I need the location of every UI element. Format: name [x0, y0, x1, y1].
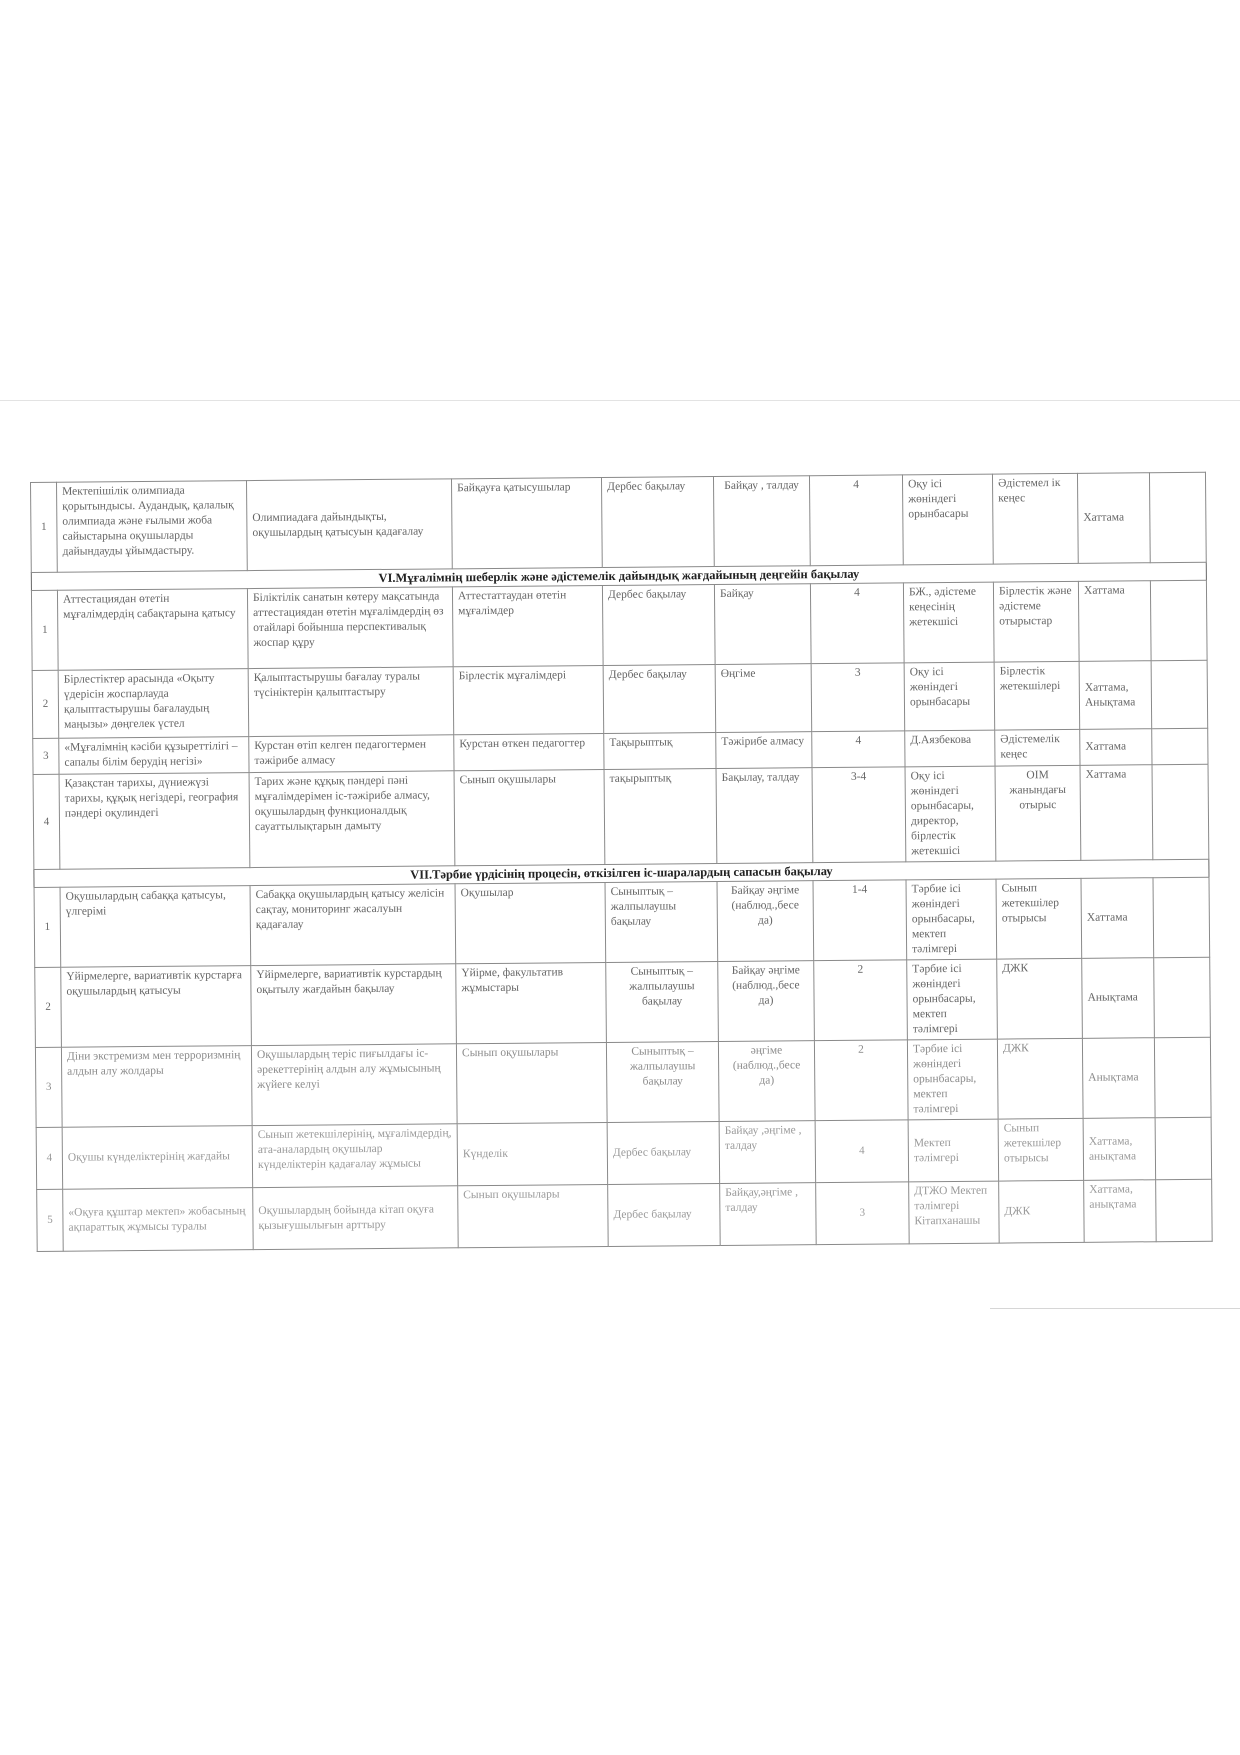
table-row	[33, 764, 1209, 869]
cell-method: Байқау әңгіме (наблюд.,бесе да)	[718, 961, 815, 1042]
cell-topic: Мектепішілік олимпиада қорытындысы. Аудандық, қалалық олимпиада және ғылыми жоба сайыстарына оқушыларды дайындауды ұйымдастыру.	[57, 481, 248, 573]
cell-review: Әдістемелік кеңес	[995, 729, 1080, 766]
cell-goal: Курстан өтіп келген педагогтермен тәжірибе алмасу	[249, 735, 454, 773]
cell-responsible: БЖ., әдістеме кеңесінің жетекшісі	[903, 582, 994, 663]
cell-responsible: Тәрбие ісі жөніндегі орынбасары, мектеп тәлімгері	[907, 959, 998, 1040]
cell-review: Бірлестік және әдістеме отырыстар	[993, 581, 1079, 662]
cell-result: Хаттама	[1081, 878, 1154, 959]
control-plan-table	[30, 472, 1213, 1252]
cell-note	[1156, 1179, 1213, 1241]
cell-review: ДЖК	[997, 958, 1083, 1039]
cell-review: Сынып жетекшілер отырысы	[996, 878, 1082, 959]
row-number: 3	[35, 1047, 62, 1127]
cell-type: Сыныптық – жалпылаушы бақылау	[606, 962, 719, 1043]
cell-object: Бірлестік мұғалімдері	[453, 666, 604, 735]
cell-responsible: Д.Аязбекова	[905, 730, 995, 767]
cell-note	[1154, 957, 1211, 1037]
cell-goal: Олимпиадаға дайындықты, оқушылардың қатысуын қадағалау	[246, 479, 452, 571]
cell-week: 4	[810, 583, 904, 664]
cell-topic: Бірлестіктер арасында «Оқыту үдерісін жоспарлауда қалыптастырушы бағалаудың маңызы» дөңгелек үстел	[58, 669, 249, 739]
cell-method: Байқау , талдау	[713, 476, 810, 567]
cell-note	[1154, 1037, 1211, 1117]
cell-week: 4	[809, 475, 903, 566]
cell-object: Аттестаттаудан өтетін мұғалімдер	[452, 586, 603, 667]
cell-method: Өңгіме	[715, 664, 812, 733]
cell-responsible: Тәрбие ісі жөніндегі орынбасары, мектеп тәлімгері	[907, 1039, 998, 1120]
table-row	[32, 660, 1208, 738]
cell-topic: Үйірмелерге, вариативтік курстарға оқушылардың қатысуы	[61, 966, 252, 1048]
cell-object: Курстан өткен педагогтер	[454, 734, 604, 771]
cell-goal: Біліктілік санатын көтеру мақсатында аттестациядан өтетін мұғалімдердің өз отайларі бойынша перспективалық жоспар құру	[247, 587, 453, 669]
row-number: 1	[34, 887, 61, 967]
table-row	[31, 580, 1207, 670]
section-title-vii: VII.Тәрбие үрдісінің процесін, өткізілген іс-шаралардың сапасын бақылау	[34, 859, 1209, 887]
cell-object: Күнделік	[457, 1122, 608, 1185]
cell-review: ДЖК	[997, 1038, 1083, 1119]
cell-review: ДЖК	[999, 1180, 1085, 1243]
cell-topic: Оқушылардың сабаққа қатысуы, үлгерімі	[60, 886, 251, 968]
cell-type: Дербес бақылау	[602, 585, 715, 666]
table-row	[35, 1037, 1211, 1127]
table-row	[31, 472, 1207, 572]
cell-result: Анықтама	[1082, 958, 1155, 1039]
cell-review: Бірлестік жетекшілері	[994, 661, 1080, 730]
cell-topic: «Оқуға құштар мектеп» жобасының ақпараттық жұмысы туралы	[63, 1188, 254, 1252]
cell-week: 2	[814, 960, 908, 1041]
cell-object: Байқауға қатысушылар	[451, 478, 602, 569]
cell-type: Сыныптық – жалпылаушы бақылау	[605, 882, 718, 963]
cell-note	[1153, 877, 1210, 957]
cell-week: 1-4	[813, 880, 907, 961]
row-number: 2	[32, 670, 59, 738]
cell-method: Тәжірибе алмасу	[716, 732, 812, 769]
cell-result: Хаттама	[1078, 581, 1151, 662]
cell-responsible: Мектеп тәлімгері	[908, 1119, 999, 1182]
cell-topic: Аттестациядан өтетін мұғалімдердің сабақтарына қатысу	[57, 589, 248, 671]
cell-type: Сыныптық – жалпылаушы бақылау	[606, 1042, 719, 1123]
cell-goal: Сынып жетекшілерінің, мұғалімдердің, ата-аналардың оқушылар күнделіктерін қадағалау жұмысы	[252, 1124, 458, 1188]
cell-review: ОІМ жанындағы отырыс	[995, 765, 1081, 861]
table-row	[37, 1179, 1212, 1251]
cell-week: 3	[811, 663, 905, 732]
cell-method: Байқау,әңгіме , талдау	[720, 1183, 817, 1246]
table-row	[34, 877, 1210, 967]
table-row	[35, 957, 1211, 1047]
cell-result: Хаттама, анықтама	[1083, 1118, 1156, 1181]
cell-responsible: Оқу ісі жөніндегі орынбасары	[902, 474, 993, 565]
cell-type: Дербес бақылау	[608, 1184, 721, 1247]
cell-type: Дербес бақылау	[607, 1122, 720, 1185]
cell-result: Хаттама	[1080, 765, 1153, 861]
cell-result: Хаттама, Анықтама	[1079, 661, 1152, 730]
cell-note	[1151, 660, 1208, 728]
cell-responsible: Тәрбие ісі жөніндегі орынбасары, мектеп тәлімгері	[906, 879, 997, 960]
plan-sheet	[30, 472, 1212, 1252]
row-number: 1	[31, 482, 58, 572]
row-number: 4	[33, 774, 60, 869]
cell-object: Сынып оқушылары	[454, 770, 605, 866]
cell-method: Байқау әңгіме (наблюд.,бесе да)	[717, 881, 814, 962]
cell-goal: Оқушылардың бойында кітап оқуға қызығушылығын арттыру	[253, 1186, 459, 1250]
cell-object: Сынып оқушылары	[456, 1042, 607, 1123]
cell-result: Хаттама	[1080, 729, 1152, 766]
cell-responsible: Оқу ісі жөніндегі орынбасары, директор, бірлестік жетекшісі	[905, 766, 996, 862]
cell-object: Үйірме, факультатив жұмыстары	[456, 962, 607, 1043]
cell-week: 4	[815, 1120, 909, 1183]
row-number: 5	[37, 1189, 64, 1251]
cell-responsible: ДТЖО Мектеп тәлімгері Кітапханашы	[909, 1181, 1000, 1244]
cell-note	[1152, 764, 1209, 859]
cell-note	[1152, 728, 1208, 764]
row-number: 2	[35, 967, 62, 1047]
cell-result: Хаттама, анықтама	[1084, 1180, 1157, 1243]
scan-edge-bottom	[990, 1308, 1240, 1309]
cell-week: 3	[816, 1182, 910, 1245]
row-number: 3	[33, 738, 59, 774]
cell-note	[1155, 1117, 1212, 1179]
row-number: 1	[31, 590, 58, 670]
cell-note	[1150, 580, 1207, 660]
cell-result: Анықтама	[1082, 1038, 1155, 1119]
cell-method: әңгіме (наблюд.,бесе да)	[718, 1041, 815, 1122]
cell-method: Байқау ,әңгіме , талдау	[719, 1121, 816, 1184]
cell-topic: Қазақстан тарихы, дүниежүзі тарихы, құқық негіздері, география пәндері оқулиндегі	[59, 773, 250, 870]
cell-method: Байқау	[714, 584, 811, 665]
cell-review: Әдістемел ік кеңес	[992, 473, 1078, 564]
cell-type: Дербес бақылау	[603, 665, 716, 734]
cell-object: Сынып оқушылары	[458, 1184, 609, 1247]
table-row	[36, 1117, 1211, 1189]
cell-week: 4	[812, 731, 905, 768]
section-title-vi: VI.Мұғалімнің шеберлік және әдістемелік дайындық жағдайының деңгейін бақылау	[31, 562, 1206, 590]
cell-object: Оқушылар	[455, 882, 606, 963]
cell-type: Дербес бақылау	[601, 477, 714, 568]
cell-topic: Діни экстремизм мен терроризмнің алдын алу жолдары	[61, 1046, 252, 1128]
cell-goal: Үйірмелерге, вариативтік курстардың оқытылу жағдайын бақылау	[251, 964, 457, 1046]
cell-type: тақырыптық	[604, 769, 717, 865]
cell-goal: Тарих және құқық пәндері пәні мұғалімдерімен іс-тәжірибе алмасу, оқушылардың функционалдық сауаттылықтарын дамыту	[249, 771, 455, 868]
cell-goal: Сабаққа оқушылардың қатысу желісін сақтау, мониторинг жасалуын қадағалау	[250, 884, 456, 966]
cell-week: 3-4	[812, 767, 906, 863]
cell-goal: Қалыптастырушы бағалау туралы түсініктерін қалыптастыру	[248, 667, 454, 737]
scan-edge-top	[0, 400, 1240, 401]
cell-result: Хаттама	[1077, 473, 1150, 564]
cell-goal: Оқушылардың теріс пиғылдағы іс-әрекеттерінің алдын алу жұмысының жүйеге келуі	[251, 1044, 457, 1126]
row-number: 4	[36, 1127, 63, 1189]
cell-type: Тақырыптық	[604, 733, 716, 770]
cell-topic: «Мұғалімнің кәсіби құзыреттілігі – сапалы білім берудің негізі»	[59, 737, 249, 775]
cell-responsible: Оқу ісі жөніндегі орынбасары	[904, 662, 995, 731]
cell-topic: Оқушы күнделіктерінің жағдайы	[62, 1126, 253, 1190]
cell-review: Сынып жетекшілер отырысы	[998, 1118, 1084, 1181]
cell-note	[1149, 472, 1206, 562]
cell-method: Бақылау, талдау	[716, 768, 813, 864]
cell-week: 2	[814, 1040, 908, 1121]
